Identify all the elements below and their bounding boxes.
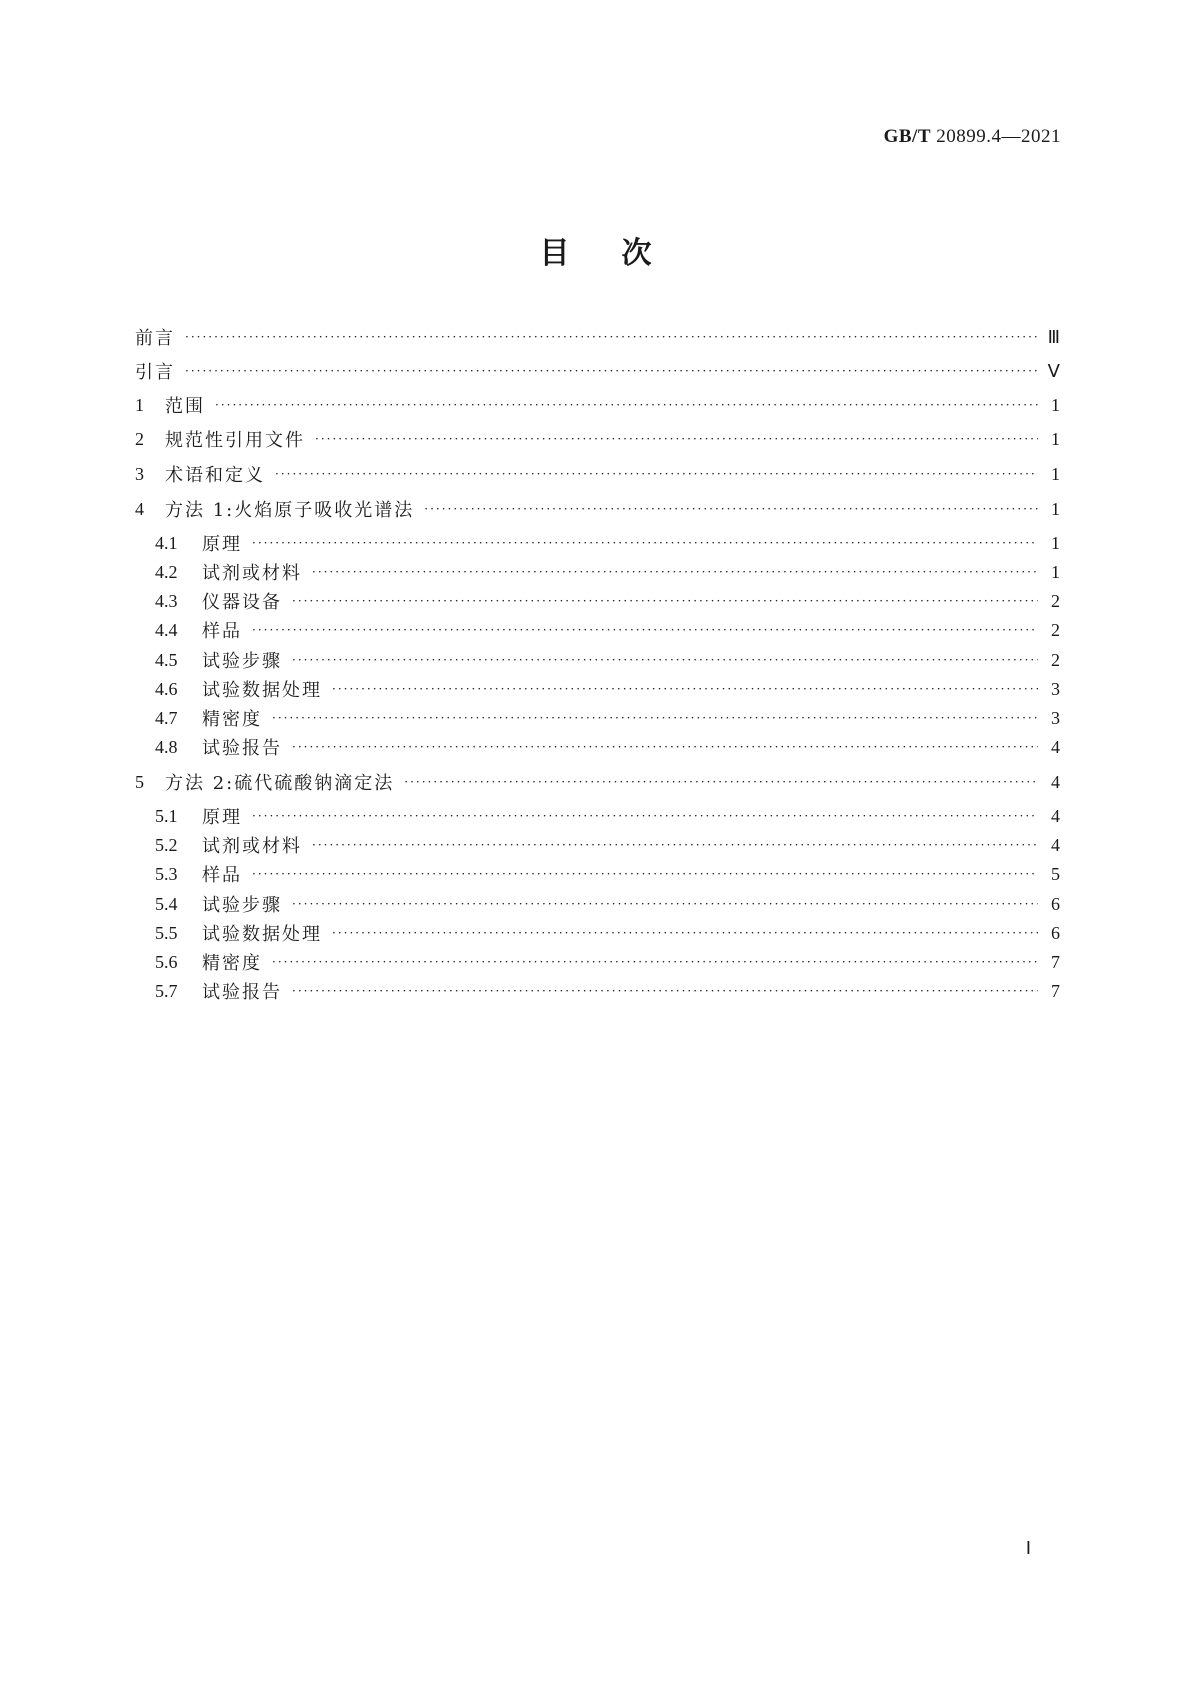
toc-entry[interactable] <box>135 390 1060 420</box>
toc-entry[interactable] <box>135 767 1060 797</box>
toc-entry[interactable] <box>135 557 1060 587</box>
toc-entry-number: 5.1 <box>155 805 178 826</box>
toc-entry-page: Ⅴ <box>1047 360 1060 381</box>
toc-entry-page: 6 <box>1051 922 1060 943</box>
toc-entry[interactable] <box>135 494 1060 524</box>
toc-entry-label: 样品 <box>202 621 242 642</box>
toc-entry-page: 3 <box>1051 678 1060 699</box>
toc-entry[interactable] <box>135 424 1060 454</box>
toc-entry-label: 精密度 <box>202 953 262 974</box>
toc-entry[interactable] <box>135 859 1060 889</box>
page-number: Ⅰ <box>1025 1538 1031 1558</box>
toc-entry-number: 5.3 <box>155 863 178 884</box>
toc-entry[interactable] <box>135 918 1060 948</box>
toc-entry[interactable] <box>135 356 1060 386</box>
toc-entry-page: 1 <box>1051 428 1060 449</box>
toc-entry-number: 5.6 <box>155 951 178 972</box>
dot-leader <box>292 982 1038 1000</box>
toc-entry-label: 原理 <box>202 807 242 828</box>
toc-entry-label: 试验数据处理 <box>202 680 322 701</box>
toc-entry[interactable] <box>135 459 1060 489</box>
dot-leader <box>315 430 1038 448</box>
dot-leader <box>292 738 1038 756</box>
toc-entry-page: 6 <box>1051 893 1060 914</box>
toc-entry-label: 精密度 <box>202 709 262 730</box>
toc-entry-label: 试验报告 <box>202 982 282 1003</box>
toc-entry-label: 试验数据处理 <box>202 924 322 945</box>
toc-entry[interactable] <box>135 322 1060 352</box>
dot-leader <box>252 865 1038 883</box>
toc-entry-page: 7 <box>1051 980 1060 1001</box>
toc-entry-number: 2 <box>135 428 144 449</box>
toc-entry-number: 4.8 <box>155 736 178 757</box>
dot-leader <box>252 807 1038 825</box>
dot-leader <box>312 563 1038 581</box>
toc-entry-page: 4 <box>1051 805 1060 826</box>
toc-entry-number: 4.5 <box>155 649 178 670</box>
toc-entry-label: 引言 <box>135 362 175 383</box>
dot-leader <box>275 465 1038 483</box>
dot-leader <box>185 362 1038 380</box>
dot-leader <box>332 680 1038 698</box>
toc-entry[interactable] <box>135 732 1060 762</box>
standard-prefix: GB/T <box>883 126 931 147</box>
toc-entry-label: 样品 <box>202 865 242 886</box>
dot-leader <box>272 953 1038 971</box>
toc-entry-page: 1 <box>1051 561 1060 582</box>
dot-leader <box>404 773 1038 791</box>
toc-entry-page: 7 <box>1051 951 1060 972</box>
toc-entry-number: 4.2 <box>155 561 178 582</box>
toc-entry-number: 3 <box>135 463 144 484</box>
toc-entry-number: 5 <box>135 771 144 792</box>
toc-entry-number: 4.3 <box>155 590 178 611</box>
standard-number: 20899.4—2021 <box>936 126 1061 147</box>
toc-entry[interactable] <box>135 615 1060 645</box>
toc-entry-label: 仪器设备 <box>202 592 282 613</box>
dot-leader <box>185 328 1038 346</box>
toc-entry-number: 4.4 <box>155 619 178 640</box>
toc-entry-page: 5 <box>1051 863 1060 884</box>
dot-leader <box>312 836 1038 854</box>
toc-entry-label: 方法 1:火焰原子吸收光谱法 <box>165 500 415 521</box>
dot-leader <box>252 534 1038 552</box>
toc-entry-page: 1 <box>1051 463 1060 484</box>
toc-entry-label: 方法 2:硫代硫酸钠滴定法 <box>165 773 395 794</box>
toc-entry[interactable] <box>135 976 1060 1006</box>
toc-entry[interactable] <box>135 703 1060 733</box>
toc-entry-label: 试验步骤 <box>202 895 282 916</box>
toc-entry[interactable] <box>135 528 1060 558</box>
dot-leader <box>292 651 1038 669</box>
toc-entry[interactable] <box>135 947 1060 977</box>
toc-entry-label: 规范性引用文件 <box>165 430 305 451</box>
toc-entry-page: 4 <box>1051 736 1060 757</box>
toc-entry-page: 2 <box>1051 649 1060 670</box>
toc-entry-number: 4 <box>135 498 144 519</box>
toc-entry-label: 试剂或材料 <box>202 563 302 584</box>
toc-entry-number: 4.1 <box>155 532 178 553</box>
toc-entry-number: 5.2 <box>155 834 178 855</box>
toc-entry-label: 范围 <box>165 396 205 417</box>
toc-entry-number: 5.5 <box>155 922 178 943</box>
toc-entry-page: 4 <box>1051 834 1060 855</box>
toc-entry-page: 3 <box>1051 707 1060 728</box>
dot-leader <box>332 924 1038 942</box>
toc-entry-page: 2 <box>1051 590 1060 611</box>
toc-entry[interactable] <box>135 674 1060 704</box>
toc-entry-page: Ⅲ <box>1047 326 1060 347</box>
toc-entry-number: 1 <box>135 394 144 415</box>
toc-entry-page: 1 <box>1051 394 1060 415</box>
dot-leader <box>252 621 1038 639</box>
toc-entry-page: 1 <box>1051 532 1060 553</box>
standard-code <box>884 126 1061 148</box>
toc-entry-page: 1 <box>1051 498 1060 519</box>
toc-entry-label: 试验步骤 <box>202 651 282 672</box>
toc-entry[interactable] <box>135 645 1060 675</box>
toc-entry-page: 2 <box>1051 619 1060 640</box>
toc-entry-label: 试验报告 <box>202 738 282 759</box>
toc-entry-number: 5.7 <box>155 980 178 1001</box>
toc-entry[interactable] <box>135 586 1060 616</box>
dot-leader <box>215 396 1038 414</box>
toc-entry-number: 4.7 <box>155 707 178 728</box>
toc-entry-label: 术语和定义 <box>165 465 265 486</box>
dot-leader <box>292 592 1038 610</box>
toc-entry-page: 4 <box>1051 771 1060 792</box>
toc-entry-label: 原理 <box>202 534 242 555</box>
toc-entry-label: 前言 <box>135 328 175 349</box>
toc-entry-number: 4.6 <box>155 678 178 699</box>
page-title: 目次 <box>539 236 704 271</box>
toc-entry[interactable] <box>135 889 1060 919</box>
toc-entry[interactable] <box>135 830 1060 860</box>
toc-entry[interactable] <box>135 801 1060 831</box>
dot-leader <box>272 709 1038 727</box>
dot-leader <box>292 895 1038 913</box>
toc-entry-number: 5.4 <box>155 893 178 914</box>
dot-leader <box>424 500 1038 518</box>
toc-entry-label: 试剂或材料 <box>202 836 302 857</box>
